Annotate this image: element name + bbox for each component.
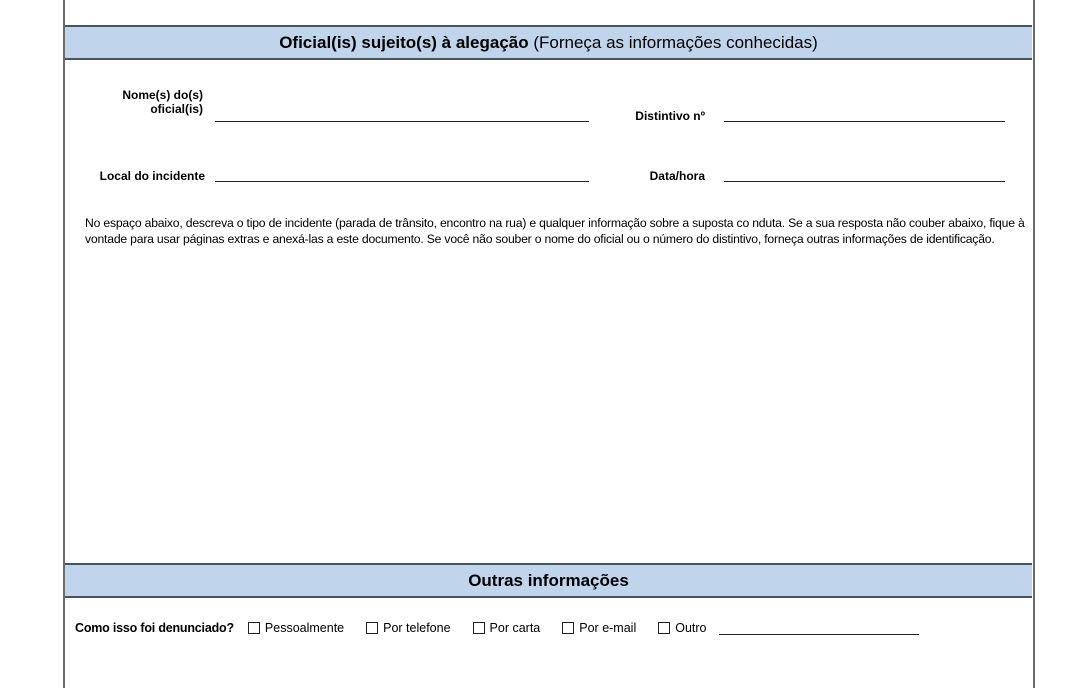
- option-label: Outro: [675, 621, 707, 635]
- location-label: Local do incidente: [99, 169, 205, 183]
- option-phone[interactable]: [366, 621, 450, 635]
- option-label: Por e-mail: [579, 621, 637, 635]
- option-letter[interactable]: [473, 621, 541, 635]
- section-title: Oficial(is) sujeito(s) à alegação: [279, 33, 529, 52]
- incident-description-area[interactable]: [85, 280, 1025, 555]
- location-field[interactable]: [215, 181, 589, 182]
- datetime-field[interactable]: [724, 181, 1005, 182]
- reported-question: Como isso foi denunciado?: [75, 621, 234, 635]
- other-method-field[interactable]: [719, 622, 919, 635]
- option-label: Por telefone: [383, 621, 451, 635]
- incident-instructions: No espaço abaixo, descreva o tipo de incidente (parada de trânsito, encontro na rua) e qualquer informação sobre a suposta co nduta. Se a sua resposta não couber abaixo, fique à vontade para usar páginas extras e anexá-las a este documento. Se você não souber o nome do oficial ou o número do distintivo, forneça outras informações de identificação.: [85, 216, 1025, 246]
- option-in-person[interactable]: [248, 621, 344, 635]
- checkbox-icon[interactable]: [658, 622, 670, 634]
- option-email[interactable]: [562, 621, 636, 635]
- section-header-other: [65, 563, 1032, 598]
- section-note: (Forneça as informações conhecidas): [533, 33, 818, 52]
- officer-names-field[interactable]: [215, 121, 589, 122]
- option-other[interactable]: [658, 621, 706, 635]
- checkbox-icon[interactable]: [366, 622, 378, 634]
- checkbox-icon[interactable]: [248, 622, 260, 634]
- checkbox-icon[interactable]: [562, 622, 574, 634]
- checkbox-icon[interactable]: [473, 622, 485, 634]
- officer-names-label: [90, 88, 203, 116]
- badge-label: Distintivo nº: [635, 109, 705, 123]
- datetime-label: Data/hora: [649, 169, 705, 183]
- officer-names-label-line1: Nome(s) do(s): [122, 88, 203, 102]
- section-title: Outras informações: [468, 571, 629, 590]
- section-header-officers: [65, 25, 1032, 60]
- badge-number-field[interactable]: [724, 121, 1005, 122]
- option-label: Por carta: [489, 621, 541, 635]
- officer-names-label-line2: oficial(is): [150, 102, 203, 116]
- option-label: Pessoalmente: [264, 621, 345, 635]
- reported-method-row: [75, 621, 919, 635]
